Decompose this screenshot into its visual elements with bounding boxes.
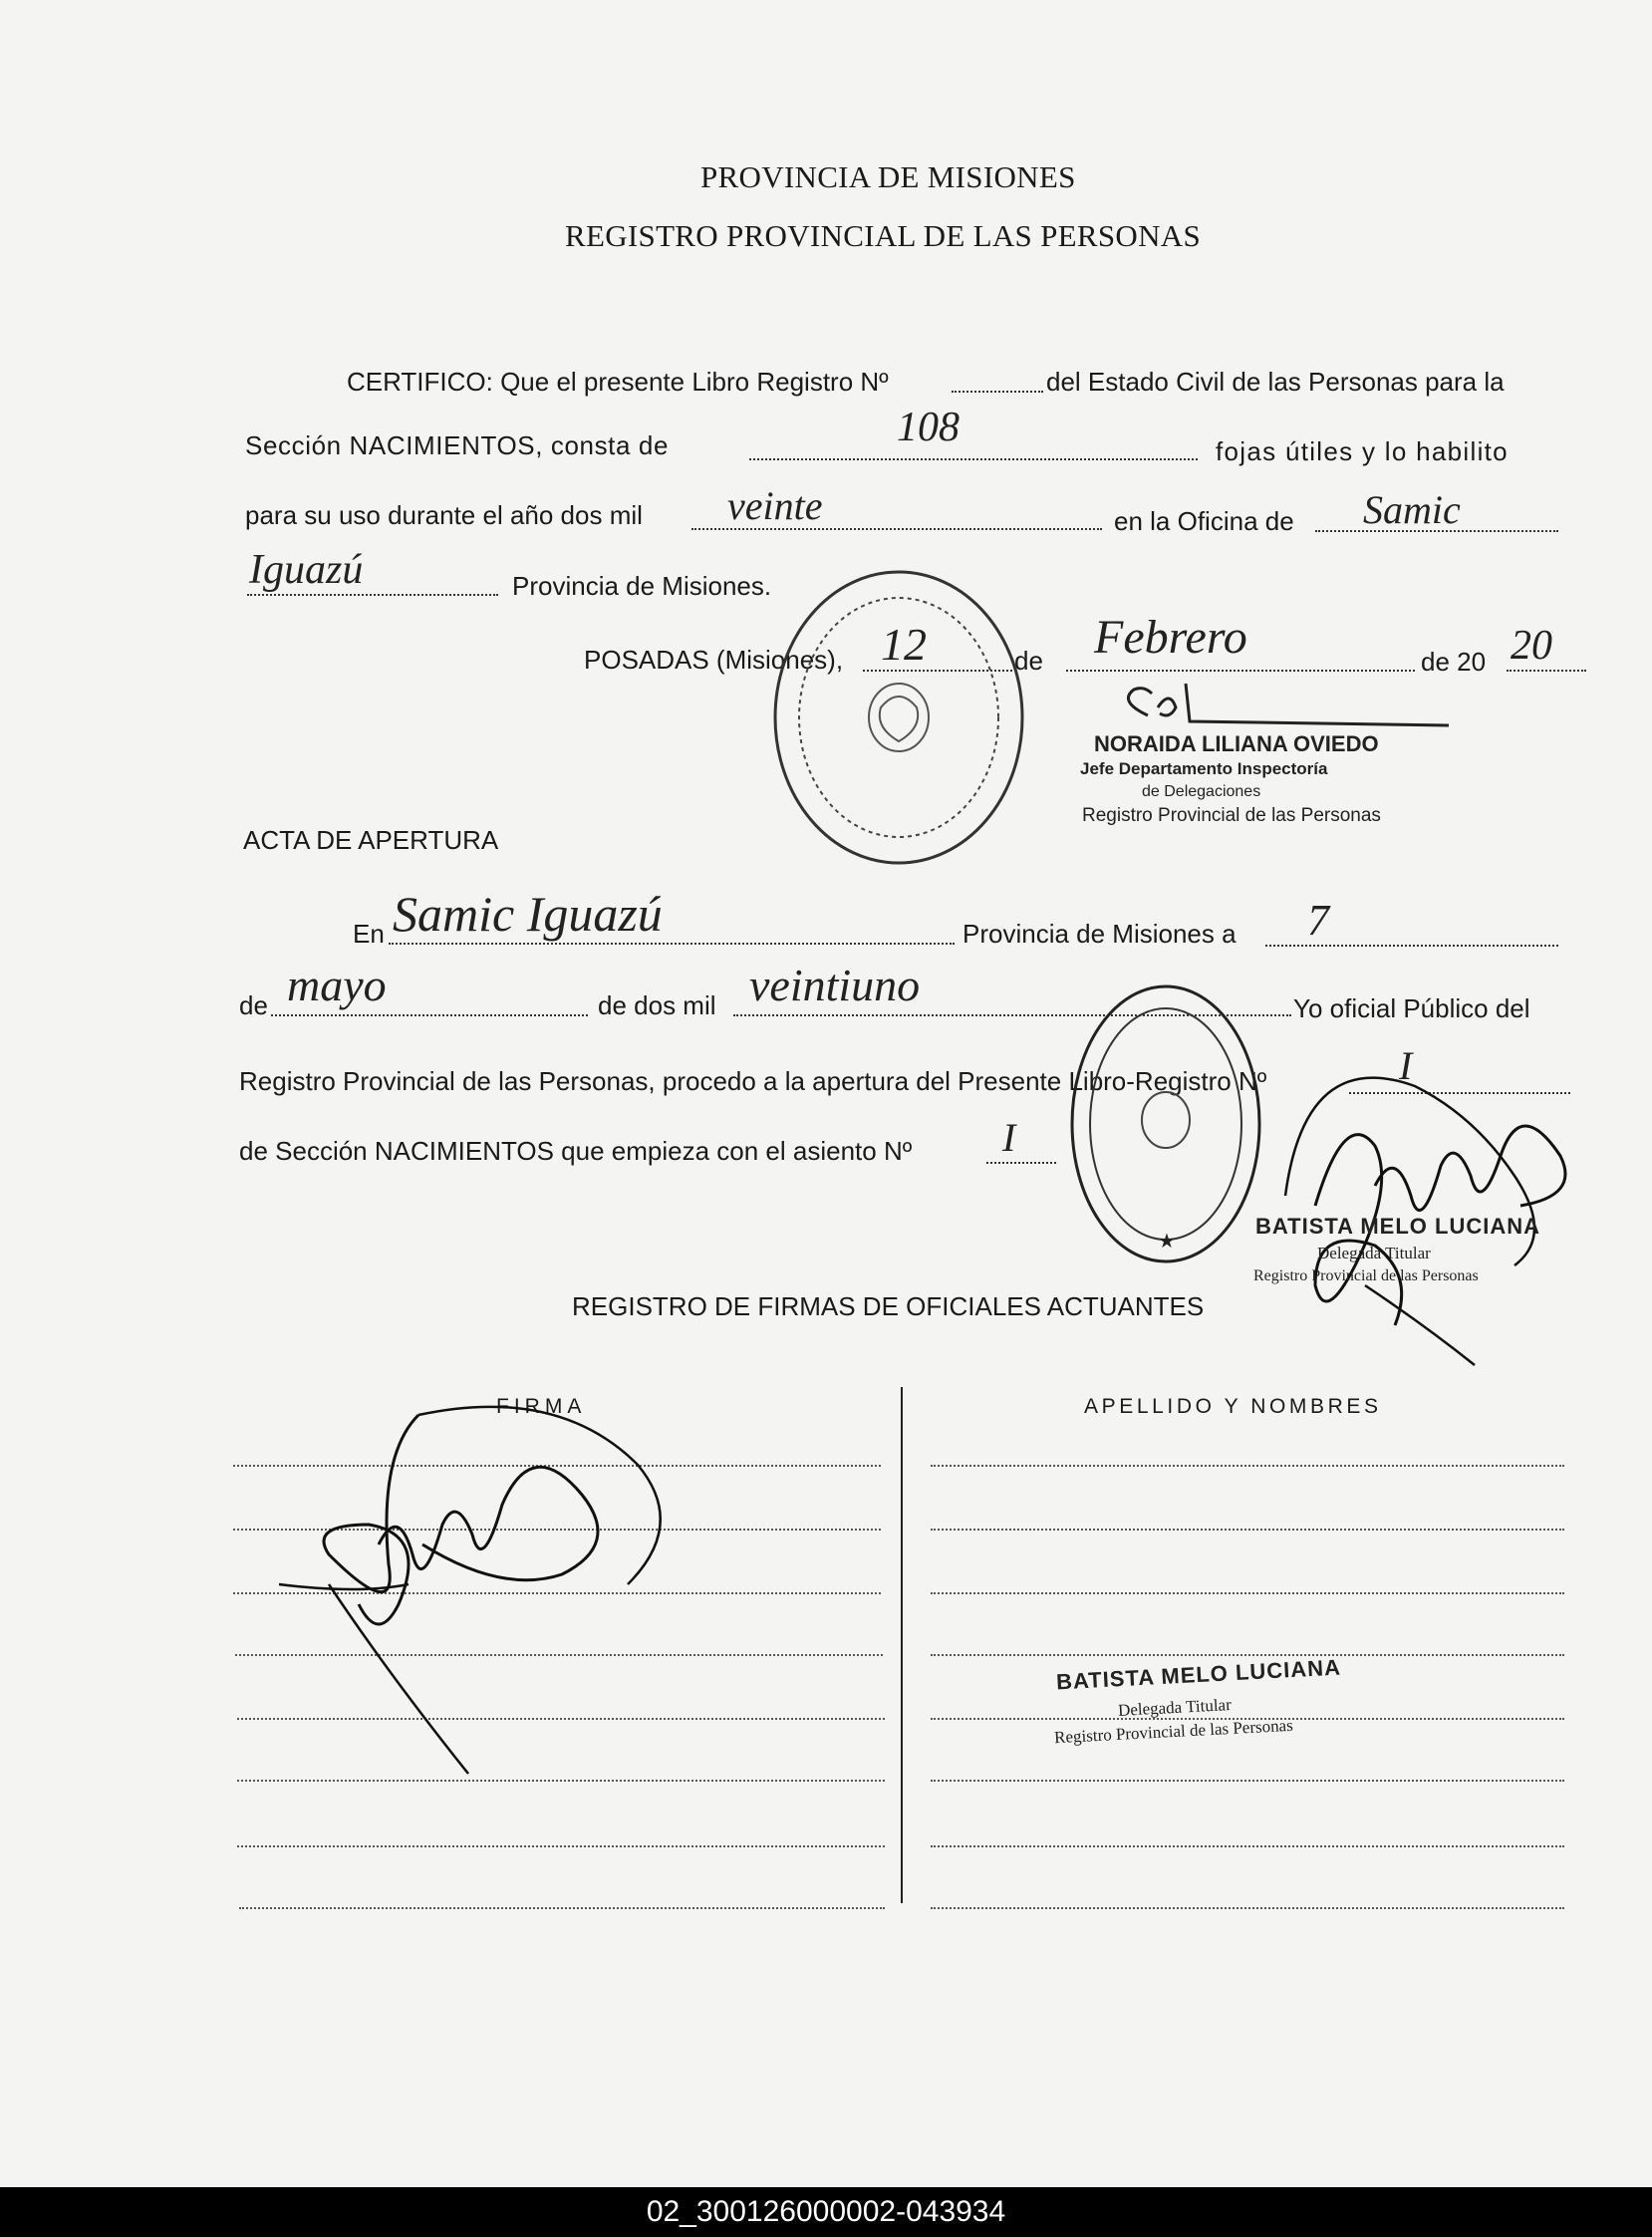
name-row-line bbox=[931, 1529, 1564, 1531]
name-row-line bbox=[931, 1654, 1564, 1656]
handwritten-year-2: 20 bbox=[1511, 623, 1552, 669]
dotted-fill bbox=[389, 943, 955, 945]
posadas-de-20: de 20 bbox=[1421, 647, 1487, 677]
dotted-fill bbox=[749, 458, 1198, 460]
certifico-line1a: CERTIFICO: Que el presente Libro Registro Nº bbox=[347, 367, 889, 397]
posadas-place: POSADAS (Misiones), bbox=[584, 645, 844, 675]
dotted-fill bbox=[247, 594, 498, 596]
acta-line1b: Provincia de Misiones a bbox=[963, 919, 1237, 949]
round-seal-stamp-2 bbox=[1066, 980, 1265, 1269]
handwritten-entry: I bbox=[1002, 1115, 1016, 1160]
name-row-line bbox=[931, 1465, 1564, 1467]
signature-row-line bbox=[237, 1780, 885, 1782]
certifico-line4: Provincia de Misiones. bbox=[512, 571, 772, 601]
dotted-fill bbox=[1507, 670, 1586, 672]
posadas-de: de bbox=[1014, 646, 1043, 676]
name-row-line bbox=[931, 1780, 1564, 1782]
dotted-fill bbox=[986, 1162, 1056, 1164]
header-province: PROVINCIA DE MISIONES bbox=[700, 159, 1076, 194]
acta-line2a: de bbox=[239, 990, 268, 1020]
oviedo-stamp-role: Jefe Departamento Inspectoría bbox=[1080, 759, 1328, 778]
handwritten-month: Febrero bbox=[1094, 611, 1247, 664]
handwritten-office: Samic bbox=[1363, 487, 1461, 532]
column-header-firma: FIRMA bbox=[496, 1395, 587, 1418]
header-registry: REGISTRO PROVINCIAL DE LAS PERSONAS bbox=[565, 218, 1202, 253]
handwritten-office-2: Iguazú bbox=[249, 547, 364, 593]
name-row-line bbox=[931, 1907, 1564, 1909]
handwritten-year-3: veintiuno bbox=[749, 960, 921, 1010]
acta-line1a: En bbox=[353, 919, 385, 949]
dotted-fill bbox=[952, 391, 1043, 393]
handwritten-year: veinte bbox=[727, 483, 823, 528]
batista-stamp2-org: Registro Provincial de las Personas bbox=[1053, 1715, 1294, 1748]
signature-row-line bbox=[237, 1845, 885, 1847]
round-seal-stamp-1 bbox=[769, 568, 1028, 867]
svg-text:★: ★ bbox=[1158, 1229, 1176, 1253]
dotted-fill bbox=[1066, 670, 1415, 672]
handwritten-month-2: mayo bbox=[287, 960, 387, 1010]
batista-stamp2-role: Delegada Titular bbox=[1117, 1695, 1233, 1720]
name-row-line bbox=[931, 1592, 1564, 1594]
batista-stamp-org: Registro Provincial de las Personas bbox=[1253, 1267, 1479, 1284]
oviedo-stamp-name: NORAIDA LILIANA OVIEDO bbox=[1094, 731, 1379, 756]
document-id-footer: 02_300126000002-043934 bbox=[0, 2187, 1652, 2237]
batista-stamp2-name: BATISTA MELO LUCIANA bbox=[1055, 1654, 1342, 1695]
signature-row-line bbox=[239, 1907, 885, 1909]
handwritten-book: I bbox=[1399, 1043, 1413, 1088]
name-row-line bbox=[931, 1845, 1564, 1847]
acta-line2b: de dos mil bbox=[598, 990, 716, 1020]
certifico-line1b: del Estado Civil de las Personas para la bbox=[1046, 367, 1505, 397]
signature-batista-2 bbox=[269, 1405, 668, 1764]
acta-line4: de Sección NACIMIENTOS que empieza con el asiento Nº bbox=[239, 1136, 913, 1166]
oviedo-stamp-org: Registro Provincial de las Personas bbox=[1082, 805, 1381, 826]
handwritten-fojas: 108 bbox=[897, 405, 960, 450]
batista-stamp-role: Delegada Titular bbox=[1317, 1244, 1431, 1262]
column-header-apellido: APELLIDO Y NOMBRES bbox=[1084, 1395, 1382, 1418]
column-divider bbox=[901, 1387, 903, 1903]
handwritten-place: Samic Iguazú bbox=[393, 886, 663, 942]
firmas-title: REGISTRO DE FIRMAS DE OFICIALES ACTUANTES bbox=[572, 1291, 1205, 1321]
handwritten-day: 12 bbox=[881, 619, 927, 670]
oviedo-stamp-sub: de Delegaciones bbox=[1142, 783, 1261, 800]
acta-title: ACTA DE APERTURA bbox=[243, 825, 499, 855]
certifico-line3a: para su uso durante el año dos mil bbox=[245, 500, 643, 530]
certifico-line2a: Sección NACIMIENTOS, consta de bbox=[245, 430, 670, 460]
dotted-fill bbox=[271, 1014, 588, 1016]
batista-stamp-name: BATISTA MELO LUCIANA bbox=[1255, 1214, 1541, 1239]
acta-line3: Registro Provincial de las Personas, procedo a la apertura del Presente Libro-Registro Nº bbox=[239, 1066, 1267, 1096]
handwritten-day-2: 7 bbox=[1307, 896, 1329, 945]
acta-line2c: Yo oficial Público del bbox=[1293, 993, 1530, 1023]
certifico-line3b: en la Oficina de bbox=[1114, 506, 1294, 536]
certifico-line2b: fojas útiles y lo habilito bbox=[1216, 436, 1509, 466]
